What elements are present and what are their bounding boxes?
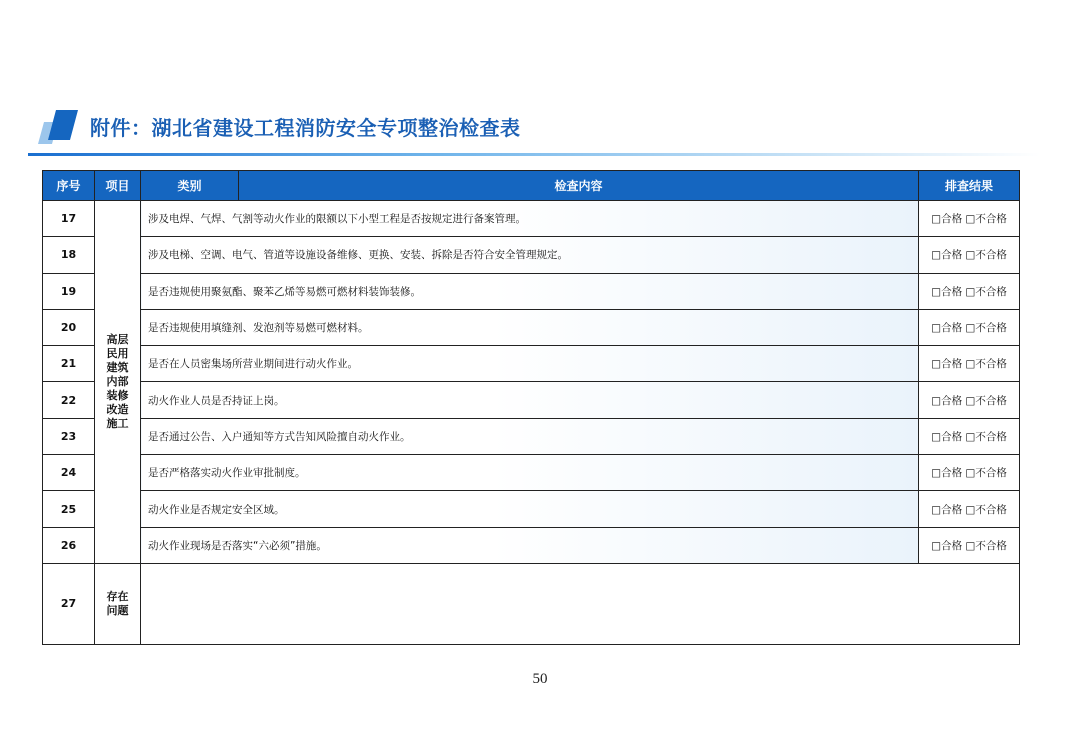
result-options[interactable]: □合格 □不合格 [919, 273, 1020, 309]
result-options[interactable]: □合格 □不合格 [919, 455, 1020, 491]
row-number: 20 [43, 309, 95, 345]
check-content: 涉及电梯、空调、电气、管道等设施设备维修、更换、安装、拆除是否符合安全管理规定。 [141, 237, 919, 273]
table-row [43, 382, 1020, 418]
header-content: 检查内容 [239, 171, 919, 201]
table-row [43, 201, 1020, 237]
table-row [43, 273, 1020, 309]
issue-row [43, 563, 1020, 644]
check-content: 动火作业人员是否持证上岗。 [141, 382, 919, 418]
table-row [43, 527, 1020, 563]
row-number: 25 [43, 491, 95, 527]
result-options[interactable]: □合格 □不合格 [919, 418, 1020, 454]
header-result: 排查结果 [919, 171, 1020, 201]
table-row [43, 491, 1020, 527]
row-number: 19 [43, 273, 95, 309]
issue-label: 存在问题 [106, 589, 129, 617]
issue-input-area[interactable] [141, 563, 1020, 644]
header-project: 项目 [95, 171, 141, 201]
row-number: 24 [43, 455, 95, 491]
row-number: 17 [43, 201, 95, 237]
check-content: 是否在人员密集场所营业期间进行动火作业。 [141, 346, 919, 382]
row-number: 23 [43, 418, 95, 454]
result-options[interactable]: □合格 □不合格 [919, 527, 1020, 563]
row-number: 26 [43, 527, 95, 563]
check-content: 是否通过公告、入户通知等方式告知风险擅自动火作业。 [141, 418, 919, 454]
header-category: 类别 [141, 171, 239, 201]
check-content: 涉及电焊、气焊、气割等动火作业的限额以下小型工程是否按规定进行备案管理。 [141, 201, 919, 237]
result-options[interactable]: □合格 □不合格 [919, 382, 1020, 418]
row-number: 21 [43, 346, 95, 382]
result-options[interactable]: □合格 □不合格 [919, 309, 1020, 345]
category-label: 高层民用建筑内部装修改造施工 [106, 332, 129, 430]
result-options[interactable]: □合格 □不合格 [919, 491, 1020, 527]
result-options[interactable]: □合格 □不合格 [919, 237, 1020, 273]
title-decoration-icon [38, 108, 82, 146]
issue-label-cell [95, 563, 141, 644]
result-options[interactable]: □合格 □不合格 [919, 201, 1020, 237]
table-header-row [43, 171, 1020, 201]
check-content: 是否违规使用聚氨酯、聚苯乙烯等易燃可燃材料装饰装修。 [141, 273, 919, 309]
row-number: 22 [43, 382, 95, 418]
header-index: 序号 [43, 171, 95, 201]
table-row [43, 418, 1020, 454]
inspection-table [42, 170, 1020, 645]
check-content: 是否严格落实动火作业审批制度。 [141, 455, 919, 491]
result-options[interactable]: □合格 □不合格 [919, 346, 1020, 382]
check-content: 动火作业现场是否落实“六必须”措施。 [141, 527, 919, 563]
page-number: 50 [532, 671, 548, 687]
document-title: 附件：湖北省建设工程消防安全专项整治检查表 [90, 116, 521, 140]
table-row [43, 455, 1020, 491]
title-underline [28, 153, 1040, 156]
table-row [43, 237, 1020, 273]
category-cell [95, 201, 141, 564]
table-row [43, 309, 1020, 345]
table-row [43, 346, 1020, 382]
check-content: 动火作业是否规定安全区域。 [141, 491, 919, 527]
row-number: 18 [43, 237, 95, 273]
row-number: 27 [43, 563, 95, 644]
check-content: 是否违规使用填缝剂、发泡剂等易燃可燃材料。 [141, 309, 919, 345]
